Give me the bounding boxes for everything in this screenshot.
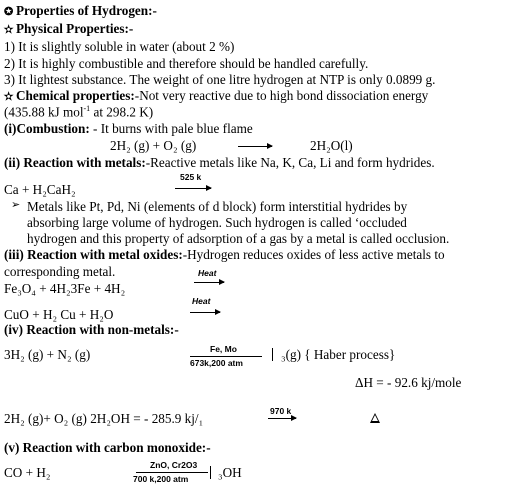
- occlusion-line-1: Metals like Pt, Pd, Ni (elements of d block) form interstitial hydrides by: [27, 199, 408, 214]
- oxides-text: -Hydrogen reduces oxides of less active metals to: [182, 247, 445, 262]
- combustion-text: - It burns with pale blue flame: [89, 121, 253, 136]
- bullet-arrow-icon: ➢: [11, 199, 21, 211]
- co-lhs: CO + H₂: [4, 465, 51, 480]
- chemical-heading-text: Chemical properties:: [16, 88, 135, 103]
- arrow-icon: [190, 356, 262, 357]
- physical-item-1: 1) It is slightly soluble in water (about 2 %): [4, 39, 235, 54]
- co-cond-bottom: 700 k,200 atm: [133, 474, 189, 484]
- water-equation: 2H₂ (g)+ O₂ (g) 2H₂OH = - 285.9 kj/₁: [4, 411, 204, 426]
- flower-icon: ✪: [4, 6, 14, 18]
- arrow-icon: [190, 312, 220, 313]
- haber-cond-bottom: 673k,200 atm: [190, 358, 243, 368]
- physical-heading: [4, 22, 133, 36]
- oxides-eq1: Fe₃O₄ + 4H₂3Fe + 4H₂: [4, 281, 126, 296]
- oxides-line-2: corresponding metal.: [4, 264, 116, 279]
- combustion-rhs: 2H₂O(l): [310, 138, 353, 153]
- chemical-text: -Not very reactive due to high bond dissociation energy: [134, 88, 429, 103]
- haber-cond-top: Fe, Mo: [210, 344, 237, 354]
- nonmetals-label: (iv) Reaction with non-metals:-: [4, 322, 179, 337]
- arrow-icon: [175, 188, 211, 189]
- combustion-label: (i)Combustion:: [4, 121, 90, 136]
- occlusion-line-2: absorbing large volume of hydrogen. Such hydrogen is called ‘occluded: [27, 215, 407, 230]
- haber-enthalpy: ΔH = - 92.6 kj/mole: [355, 375, 462, 390]
- chemical-heading: [4, 89, 428, 103]
- bond-energy-value: (435.88 kJ mol: [4, 104, 84, 120]
- combustion-line: [4, 122, 253, 135]
- co-label: (v) Reaction with carbon monoxide:-: [4, 440, 211, 455]
- water-condition: 970 k: [270, 406, 292, 416]
- co-rhs: [210, 466, 242, 479]
- bond-energy: [4, 105, 153, 119]
- arrow-icon: [238, 146, 272, 147]
- oxides-eq2-condition: Heat: [192, 296, 211, 306]
- combustion-lhs: 2H₂ (g) + O₂ (g): [110, 138, 197, 153]
- truncated-glyph-icon: [210, 466, 218, 479]
- triangle-icon: [370, 413, 380, 423]
- metals-label: (ii) Reaction with metals:: [4, 155, 146, 170]
- oxides-eq2: CuO + H₂ Cu + H₂O: [4, 307, 114, 322]
- oxides-line: [4, 248, 445, 261]
- metals-text: -Reactive metals like Na, K, Ca, Li and form hydrides.: [145, 155, 435, 170]
- physical-heading-text: Physical Properties:-: [16, 21, 134, 36]
- metals-condition: 525 k: [180, 172, 202, 182]
- oxides-label: (iii) Reaction with metal oxides:: [4, 247, 183, 262]
- haber-rhs-text: ₃(g) { Haber process}: [281, 347, 396, 362]
- truncated-glyph-icon: [272, 348, 281, 361]
- physical-item-3: 3) It lightest substance. The weight of one litre hydrogen at NTP is only 0.0899 g.: [4, 72, 436, 87]
- star-icon: ✫: [4, 24, 14, 36]
- co-rhs-text: ₃OH: [218, 465, 242, 480]
- haber-lhs: 3H₂ (g) + N₂ (g): [4, 347, 91, 362]
- arrow-icon: [194, 282, 224, 283]
- haber-rhs: [272, 348, 395, 361]
- occlusion-line-3: hydrogen and this property of adsorption of a gas by a metal is called occlusion.: [27, 231, 450, 246]
- physical-item-2: 2) It is highly combustible and therefore should be handled carefully.: [4, 56, 369, 71]
- oxides-eq1-condition: Heat: [198, 268, 217, 278]
- metals-equation: Ca + H₂CaH₂: [4, 182, 76, 197]
- bond-energy-sup: -1: [83, 104, 91, 113]
- co-cond-top: ZnO, Cr2O3: [150, 460, 198, 470]
- metals-line: [4, 156, 435, 169]
- page-title-text: Properties of Hydrogen:-: [16, 3, 157, 18]
- page-title: [4, 4, 157, 18]
- star-icon: ✫: [4, 91, 14, 103]
- arrow-icon: [136, 472, 208, 473]
- bond-energy-tail: at 298.2 K): [90, 104, 154, 120]
- arrow-icon: [268, 418, 296, 419]
